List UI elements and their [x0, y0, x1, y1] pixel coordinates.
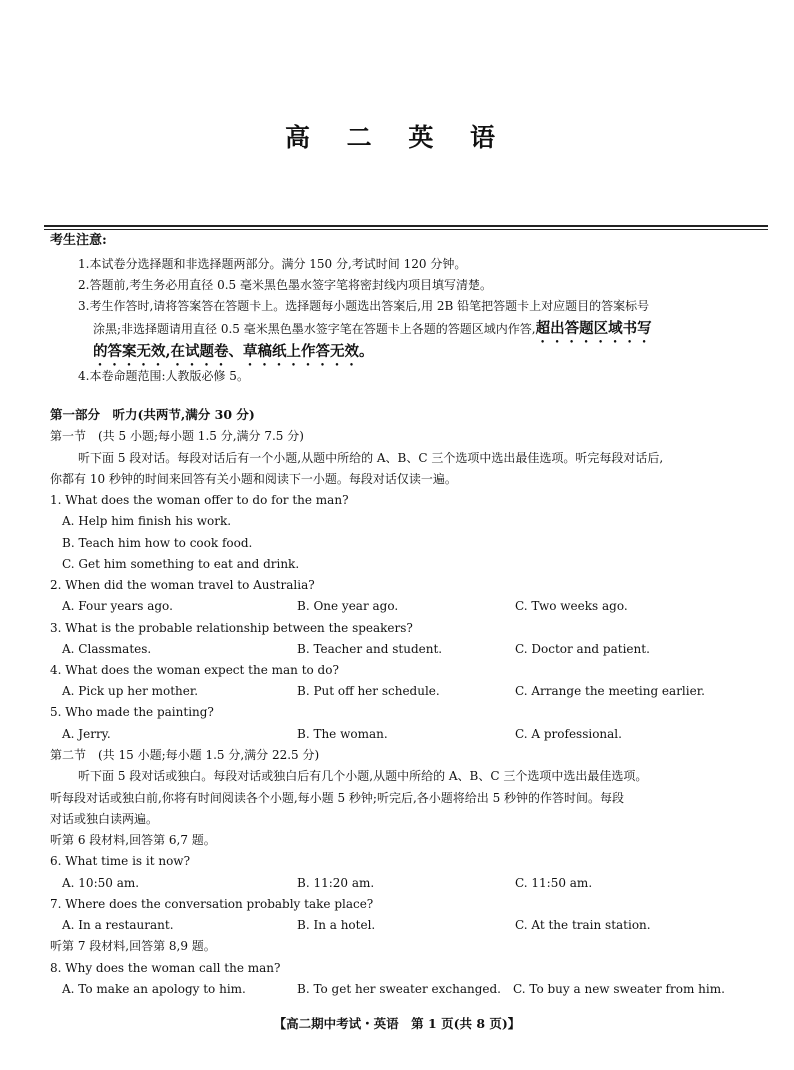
question-stem: 5. Who made the painting?: [50, 705, 214, 719]
page-title: 高 二 英 语: [284, 123, 510, 152]
notice-item-3-text: 涂黑;非选择题请用直径 0.5 毫米黑色墨水签字笔在答题卡上各题的答题区域内作答,: [93, 322, 536, 336]
material-7-instruction: 听第 7 段材料,回答第 8,9 题。: [50, 939, 216, 953]
option-b: B. 11:20 am.: [297, 876, 375, 890]
option-c: C. To buy a new sweater from him.: [513, 982, 725, 996]
option-b: B. Teacher and student.: [297, 642, 443, 656]
option-a: A. Classmates.: [62, 642, 152, 656]
notice-item-4: 4.本卷命题范围:人教版必修 5。: [78, 369, 249, 383]
option-c: C. Doctor and patient.: [515, 642, 650, 656]
option-b: B. One year ago.: [297, 599, 399, 613]
section2-intro-2: 听每段对话或独白前,你将有时间阅读各个小题,每小题 5 秒钟;听完后,各小题将给出 5 秒钟的作答时间。每段: [50, 791, 625, 805]
option-c: C. Arrange the meeting earlier.: [515, 684, 705, 698]
option-b: B. Put off her schedule.: [297, 684, 440, 698]
option-c: C. Get him something to eat and drink.: [62, 557, 300, 571]
option-a: A. To make an apology to him.: [62, 982, 246, 996]
option-b: B. To get her sweater exchanged.: [297, 982, 501, 996]
section1-intro-2: 你都有 10 秒钟的时间来回答有关小题和阅读下一小题。每段对话仅读一遍。: [50, 472, 457, 486]
notice-heading: 考生注意:: [50, 233, 107, 248]
header-rule-bottom: [44, 229, 768, 230]
header-rule-top: [44, 225, 768, 227]
notice-item-2: 2.答题前,考生务必用直径 0.5 毫米黑色墨水签字笔将密封线内项目填写清楚。: [78, 278, 492, 292]
option-a: A. In a restaurant.: [62, 918, 174, 932]
notice-emphasis-1: 超出答题区域书写: [535, 320, 652, 337]
notice-emphasis-2-text: 的答案无效,在试题卷、草稿纸上作答无效。: [93, 343, 374, 360]
notice-item-3: 3.考生作答时,请将答案答在答题卡上。选择题每小题选出答案后,用 2B 铅笔把答题卡上对应题目的答案标号: [78, 299, 650, 313]
section2-intro-3: 对话或独白读两遍。: [50, 812, 159, 826]
option-b: B. The woman.: [297, 727, 388, 741]
option-a: A. Help him finish his work.: [62, 514, 232, 528]
question-stem: 4. What does the woman expect the man to do?: [50, 663, 339, 677]
option-c: C. At the train station.: [515, 918, 651, 932]
page-footer: 【高二期中考试・英语 第 1 页(共 8 页)】: [273, 1016, 521, 1031]
section2-intro-1: 听下面 5 段对话或独白。每段对话或独白后有几个小题,从题中所给的 A、B、C 三个选项中选出最佳选项。: [78, 769, 648, 783]
section2-heading: 第二节 (共 15 小题;每小题 1.5 分,满分 22.5 分): [50, 748, 320, 762]
option-a: A. Four years ago.: [62, 599, 173, 613]
question-stem: 1. What does the woman offer to do for the man?: [50, 493, 349, 507]
notice-emphasis-2: [93, 343, 374, 369]
option-b: B. In a hotel.: [297, 918, 376, 932]
option-a: A. Pick up her mother.: [62, 684, 199, 698]
option-a: A. 10:50 am.: [62, 876, 140, 890]
question-stem: 2. When did the woman travel to Australia?: [50, 578, 315, 592]
option-c: C. Two weeks ago.: [515, 599, 628, 613]
section1-heading: 第一节 (共 5 小题;每小题 1.5 分,满分 7.5 分): [50, 429, 304, 443]
material-6-instruction: 听第 6 段材料,回答第 6,7 题。: [50, 833, 216, 847]
question-stem: 7. Where does the conversation probably take place?: [50, 897, 374, 911]
part1-heading: 第一部分 听力(共两节,满分 30 分): [50, 407, 255, 422]
section1-intro-1: 听下面 5 段对话。每段对话后有一个小题,从题中所给的 A、B、C 三个选项中选出最佳选项。听完每段对话后,: [78, 451, 664, 465]
option-b: B. Teach him how to cook food.: [62, 536, 253, 550]
question-stem: 6. What time is it now?: [50, 854, 191, 868]
question-stem: 3. What is the probable relationship between the speakers?: [50, 621, 413, 635]
question-stem: 8. Why does the woman call the man?: [50, 961, 281, 975]
option-c: C. 11:50 am.: [515, 876, 593, 890]
notice-item-1: 1.本试卷分选择题和非选择题两部分。满分 150 分,考试时间 120 分钟。: [78, 257, 467, 271]
option-c: C. A professional.: [515, 727, 622, 741]
option-a: A. Jerry.: [62, 727, 111, 741]
